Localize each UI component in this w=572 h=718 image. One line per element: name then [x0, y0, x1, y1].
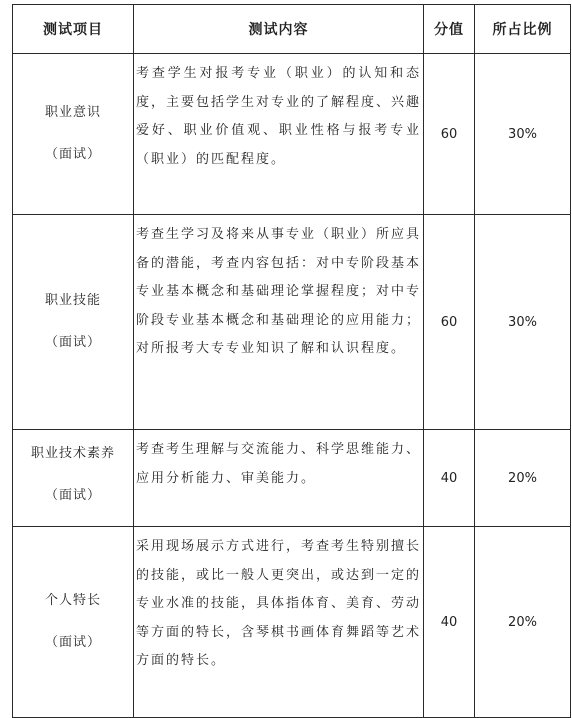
item-mode: （面试）: [44, 147, 101, 162]
item-name: 个人特长: [44, 593, 101, 608]
content-cell: 采用现场展示方式进行，考查考生特别擅长的技能，或比一般人更突出，或达到一定的专业水准的技能，具体指体育、美育、劳动等方面的特长，含琴棋书画体育舞蹈等艺术方面的特长。: [134, 527, 424, 718]
content-cell: 考查考生理解与交流能力、科学思维能力、应用分析能力、审美能力。: [134, 430, 424, 527]
test-score-table: [12, 4, 571, 718]
table-row: [13, 215, 571, 430]
content-cell: 考查学生对报考专业（职业）的认知和态度，主要包括学生对专业的了解程度、兴趣爱好、职业价值观、职业性格与报考专业（职业）的匹配程度。: [134, 54, 424, 215]
score-cell: 60: [424, 54, 475, 215]
item-cell: [13, 430, 134, 527]
header-ratio: 所占比例: [475, 5, 571, 54]
header-test-content: 测试内容: [134, 5, 424, 54]
table-row: [13, 54, 571, 215]
ratio-cell: 30%: [475, 54, 571, 215]
item-name: 职业技能: [44, 293, 101, 308]
content-cell: 考查生学习及将来从事专业（职业）所应具备的潜能，考查内容包括：对中专阶段基本专业基本概念和基础理论掌握程度；对中专阶段专业基本概念和基础理论的应用能力；对所报考大专专业知识了解和认识程度。: [134, 215, 424, 430]
ratio-cell: 20%: [475, 527, 571, 718]
item-name: 职业意识: [44, 105, 101, 120]
item-mode: （面试）: [44, 488, 101, 503]
header-score: 分值: [424, 5, 475, 54]
header-test-item: 测试项目: [13, 5, 134, 54]
item-name: 职业技术素养: [30, 446, 115, 461]
score-cell: 40: [424, 527, 475, 718]
item-cell: [13, 54, 134, 215]
item-mode: （面试）: [44, 635, 101, 650]
table-header-row: [13, 5, 571, 54]
score-cell: 40: [424, 430, 475, 527]
table-row: [13, 430, 571, 527]
table-row: [13, 527, 571, 718]
score-cell: 60: [424, 215, 475, 430]
item-mode: （面试）: [44, 335, 101, 350]
ratio-cell: 30%: [475, 215, 571, 430]
ratio-cell: 20%: [475, 430, 571, 527]
item-cell: [13, 527, 134, 718]
item-cell: [13, 215, 134, 430]
